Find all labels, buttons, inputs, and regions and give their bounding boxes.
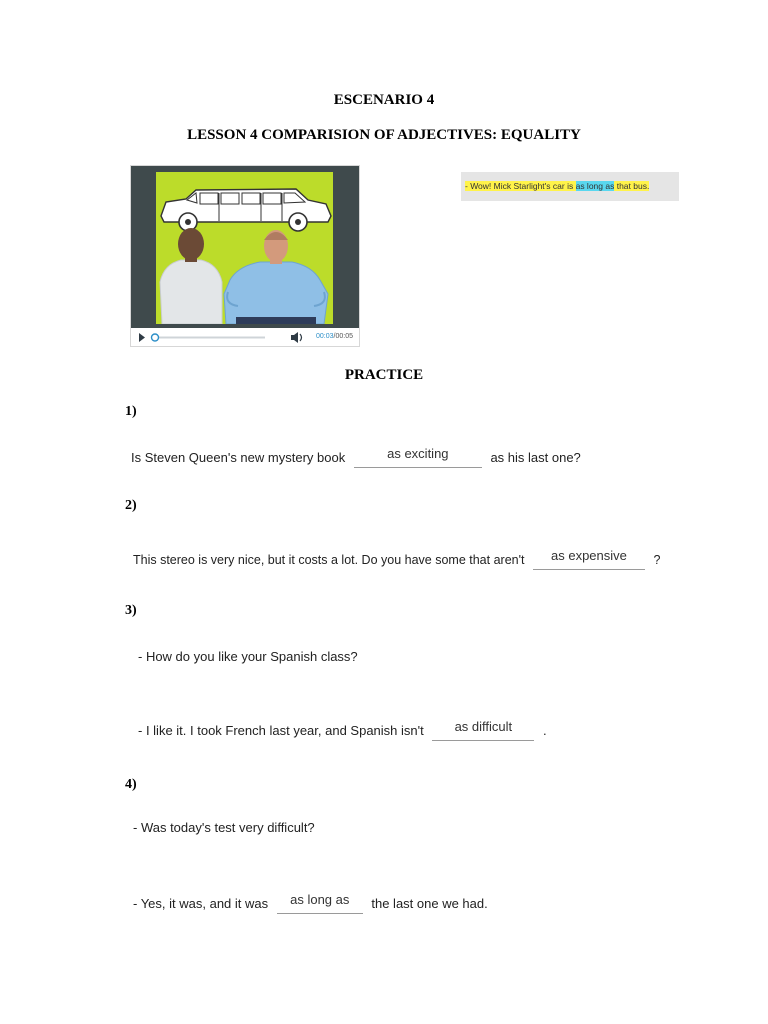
progress-handle[interactable] [152,334,159,341]
video-screen[interactable] [131,166,359,328]
video-player[interactable] [130,165,360,347]
time-current: 00:03 [316,333,334,340]
answer-blank[interactable] [354,446,482,468]
question-4-sentence [133,892,488,914]
practice-heading: PRACTICE [344,367,424,383]
volume-icon[interactable] [291,332,302,343]
answer-text: as difficult [454,719,513,734]
answer-blank[interactable] [533,548,645,570]
answer-blank[interactable] [432,719,534,741]
answer-blank[interactable] [277,892,363,914]
answer-text: as expensive [551,548,627,563]
sentence-after: the last one we had. [371,896,488,911]
callout-prefix: - Wow! Mick Starlight's car is [465,181,574,191]
question-number: 2) [125,498,137,513]
video-frame [156,172,333,324]
example-callout [461,172,679,201]
play-icon[interactable] [139,333,145,342]
question-2-sentence [133,548,661,570]
sentence-before: Is Steven Queen's new mystery book [131,450,346,465]
question-3-sentence [138,719,547,741]
callout-highlight: as long as [575,181,615,191]
sentence-before: This stereo is very nice, but it costs a lot. Do you have some that aren't [133,553,525,567]
lesson-title: LESSON 4 COMPARISION OF ADJECTIVES: EQUALITY [187,127,581,143]
question-3-prompt: - How do you like your Spanish class? [138,649,358,664]
question-4-prompt: - Was today's test very difficult? [133,820,315,835]
sentence-after: as his last one? [490,450,581,465]
limousine-illustration [156,172,333,324]
question-1-sentence [131,446,581,468]
sentence-after: . [542,723,547,738]
video-controls [131,329,359,346]
time-separator: / [333,333,336,340]
answer-text: as long as [290,892,350,907]
sentence-before: - I like it. I took French last year, and Spanish isn't [138,723,424,738]
answer-text: as exciting [387,446,449,461]
video-time [316,331,353,343]
callout-suffix: that bus. [616,181,650,191]
time-total: 00:05 [335,333,354,340]
question-number: 3) [125,603,137,618]
question-number: 4) [125,777,137,792]
sentence-after: ? [653,553,661,567]
question-number: 1) [125,404,137,419]
sentence-before: - Yes, it was, and it was [133,896,269,911]
page-title: ESCENARIO 4 [333,92,435,108]
